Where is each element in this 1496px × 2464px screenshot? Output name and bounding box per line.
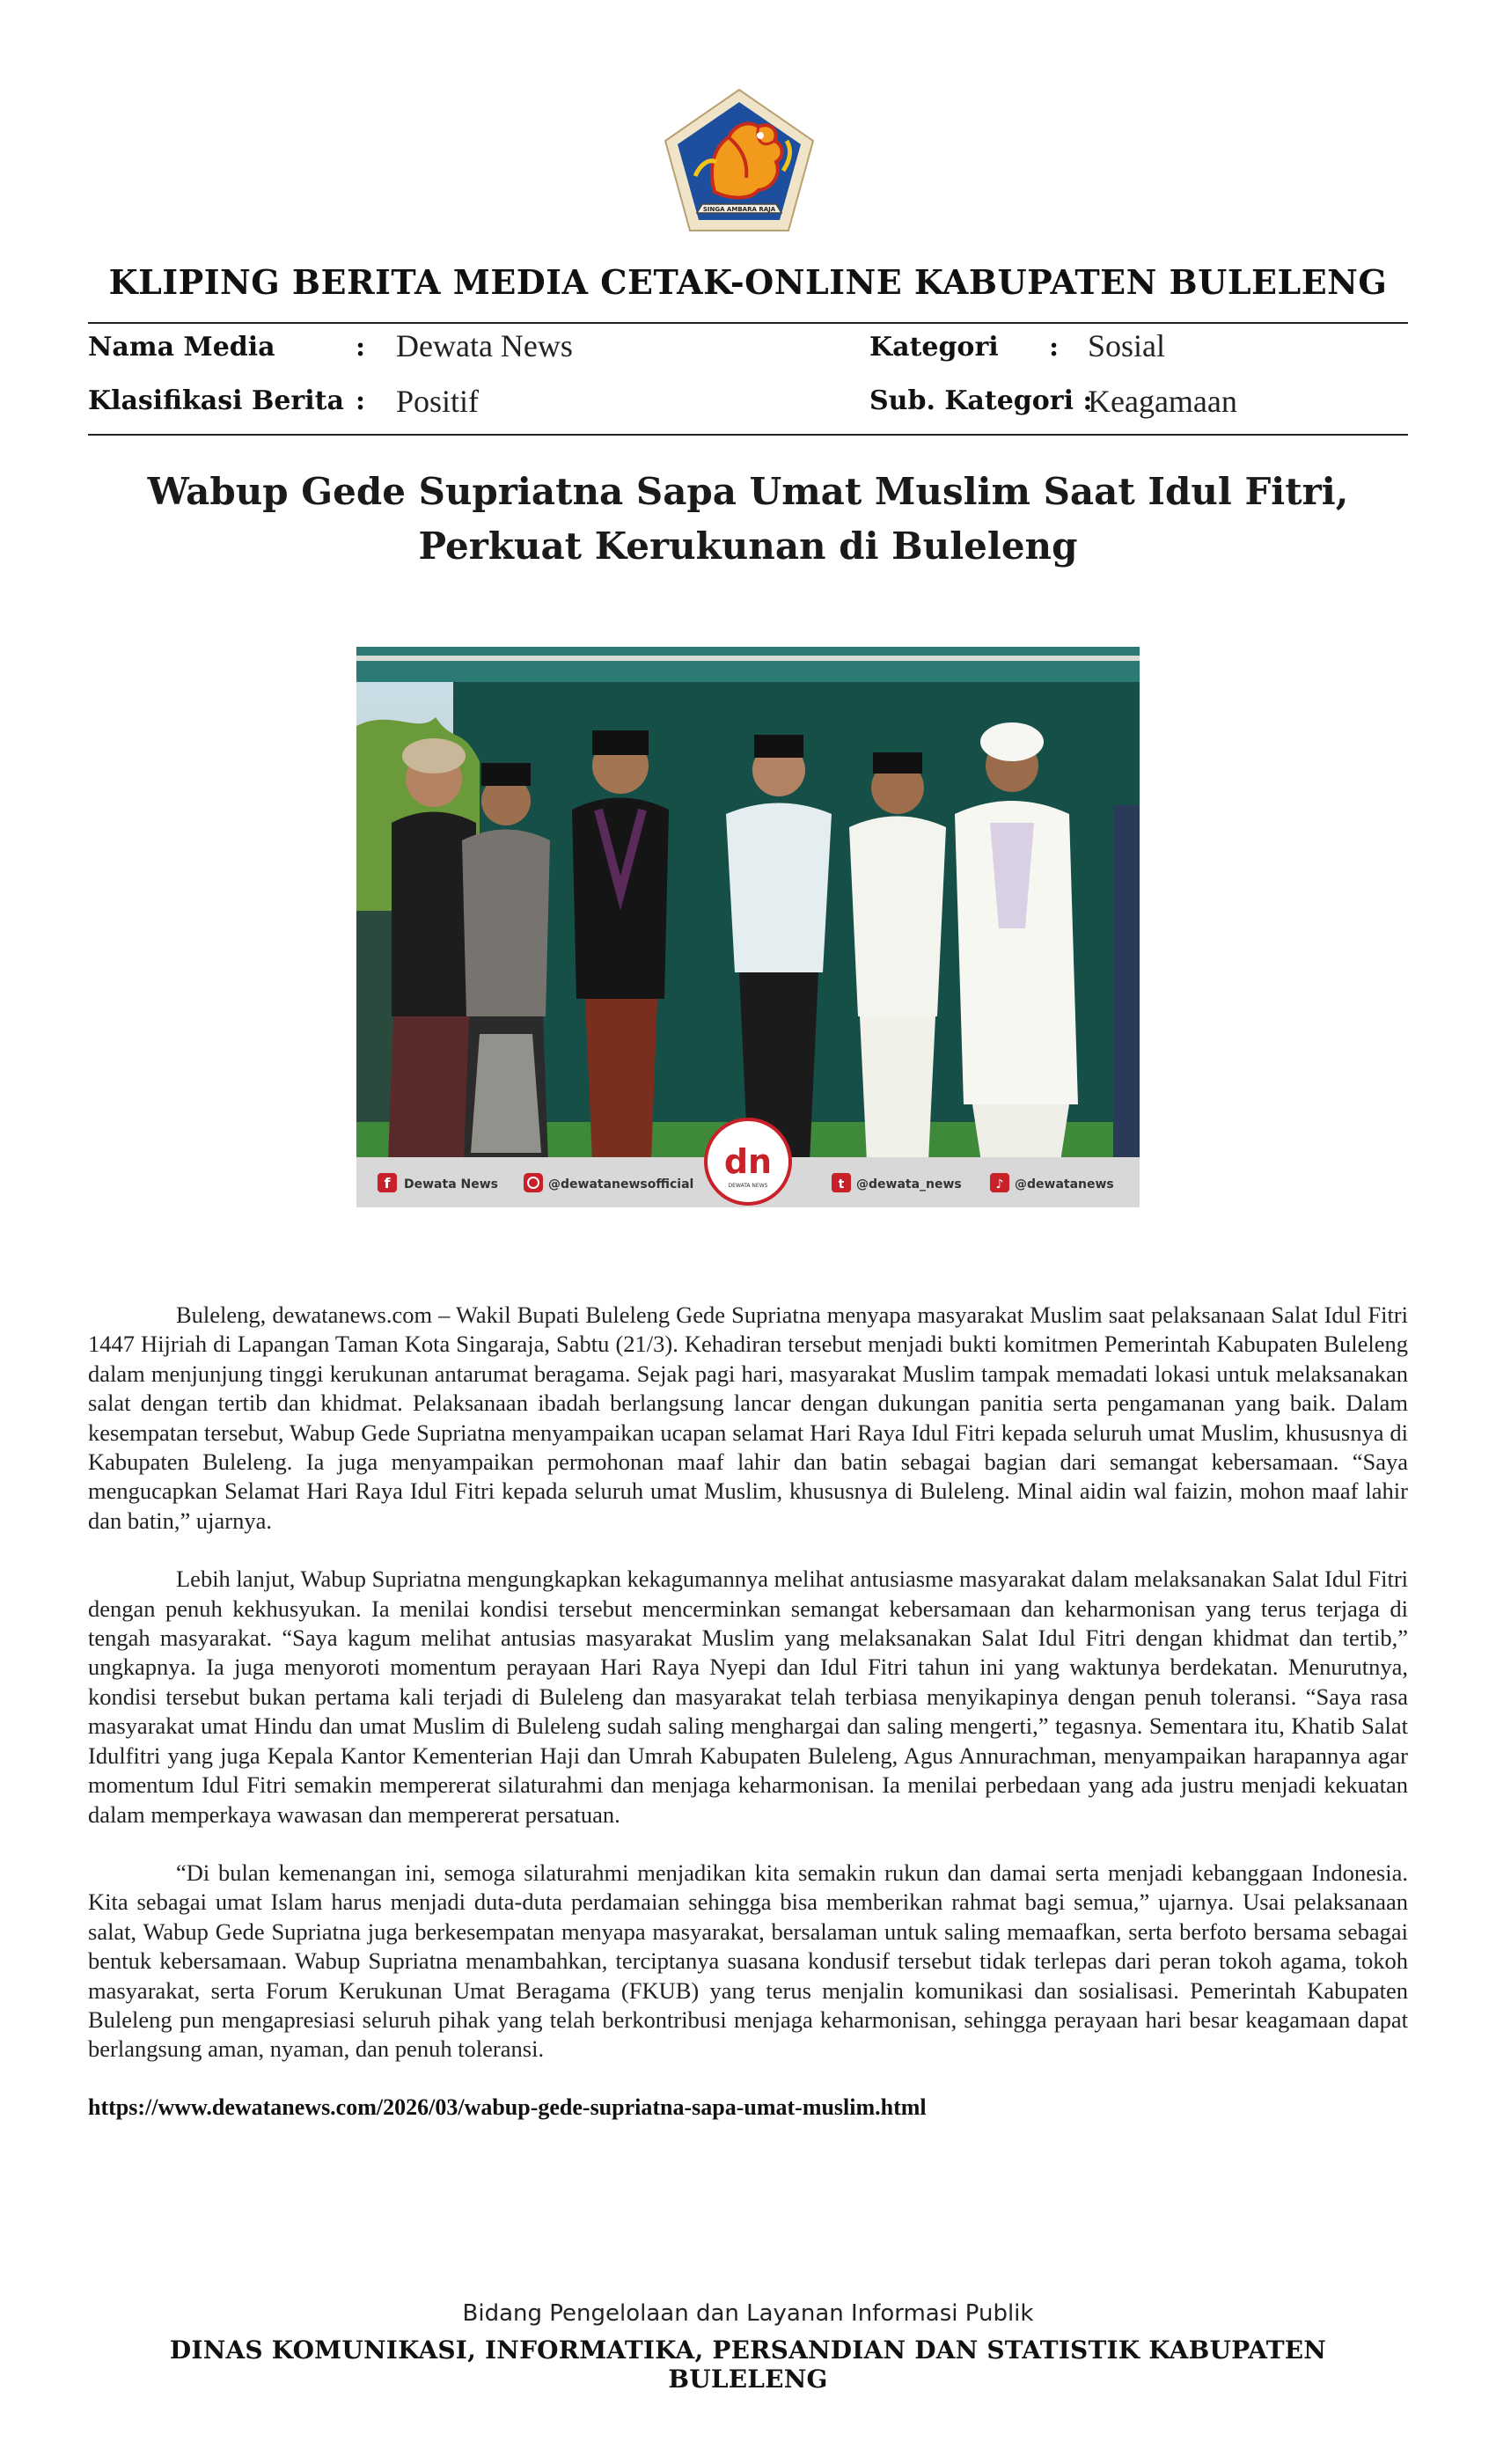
source-link[interactable]: https://www.dewatanews.com/2026/03/wabup-gede-supriatna-sapa-umat-muslim.html: [88, 2094, 927, 2120]
photo-footer-instagram: @dewatanewsofficial: [548, 1177, 694, 1192]
divider-bottom: [88, 434, 1408, 436]
media-value: Dewata News: [396, 328, 573, 363]
klasifikasi-colon: :: [356, 385, 366, 416]
footer-agency: DINAS KOMUNIKASI, INFORMATIKA, PERSANDIAN DAN STATISTIK KABUPATEN BULELENG: [169, 2336, 1327, 2394]
tiktok-icon: [990, 1173, 1009, 1192]
footer-department: Bidang Pengelolaan dan Layanan Informasi Publik: [462, 2300, 1034, 2327]
buleleng-emblem: [660, 86, 818, 236]
article-headline: [132, 465, 1364, 574]
svg-text:f: f: [384, 1175, 391, 1192]
headline-line-2: Perkuat Kerukunan di Buleleng: [418, 524, 1078, 568]
subkategori-value: Keagamaan: [1088, 384, 1237, 419]
news-photo: [356, 647, 1140, 1207]
logo-text: dn: [723, 1142, 773, 1181]
article-body: [88, 1301, 1408, 2094]
svg-text:♪: ♪: [995, 1177, 1004, 1192]
emblem-motto: SINGA AMBARA RAJA: [702, 206, 776, 213]
photo-footer-twitter: @dewata_news: [856, 1177, 962, 1192]
article-paragraph-1: Buleleng, dewatanews.com – Wakil Bupati Buleleng Gede Supriatna menyapa masyarakat Muslim saat pelaksanaan Salat Idul Fitri 1447 Hijriah di Lapangan Taman Kota Singaraja, Sabtu (21/3). Kehadiran tersebut menjadi bukti komitmen Pemerintah Kabupaten Buleleng dalam menjunjung tinggi kerukunan antarumat beragama. Sejak pagi hari, masyarakat Muslim tampak memadati lokasi untuk melaksanakan salat dengan tertib dan khidmat. Pelaksanaan ibadah berlangsung lancar dengan dukungan panitia serta pengamanan yang baik. Dalam kesempatan tersebut, Wabup Gede Supriatna menyampaikan ucapan selamat Hari Raya Idul Fitri kepada seluruh umat Muslim, khususnya di Kabupaten Buleleng. Ia juga menyampaikan permohonan maaf lahir dan batin sebagai bagian dari semangat kebersamaan. “Saya mengucapkan Selamat Hari Raya Idul Fitri kepada seluruh umat Muslim, khususnya di Buleleng. Minal aidin wal faizin, mohon maaf lahir dan batin,” ujarnya.: [88, 1302, 1408, 1534]
headline-line-1: Wabup Gede Supriatna Sapa Umat Muslim Saat Idul Fitri,: [147, 470, 1349, 513]
kategori-value: Sosial: [1088, 328, 1166, 363]
media-label: Nama Media: [88, 332, 275, 363]
klasifikasi-value: Positif: [396, 384, 480, 419]
document-title: KLIPING BERITA MEDIA CETAK-ONLINE KABUPATEN BULELENG: [108, 262, 1388, 302]
svg-text:t: t: [838, 1177, 845, 1192]
article-paragraph-2: Lebih lanjut, Wabup Supriatna mengungkapkan kekagumannya melihat antusiasme masyarakat dalam melaksanakan Salat Idul Fitri dengan penuh kekhusyukan. Ia menilai kondisi tersebut mencerminkan semangat kebersamaan dan keharmonisan yang terus terjaga di tengah masyarakat. “Saya kagum melihat antusias masyarakat Muslim yang melaksanakan Salat Idul Fitri dengan khidmat dan tertib,” ungkapnya. Ia juga menyoroti momentum perayaan Hari Raya Nyepi dan Idul Fitri tahun ini yang waktunya berdekatan. Menurutnya, kondisi tersebut bukan pertama kali terjadi di Buleleng dan masyarakat telah terbiasa menyikapinya dengan penuh toleransi. “Saya rasa masyarakat umat Hindu dan umat Muslim di Buleleng sudah saling menghargai dan saling mengerti,” tegasnya. Sementara itu, Khatib Salat Idulfitri yang juga Kepala Kantor Kementerian Haji dan Umrah Kabupaten Buleleng, Agus Annurachman, menyampaikan harapannya agar momentum Idul Fitri semakin mempererat silaturahmi dan menjaga keharmonisan. Ia menilai perbedaan yang ada justru menjadi kekuatan dalam memperkaya wawasan dan mempererat persatuan.: [88, 1566, 1409, 1828]
kategori-colon: :: [1049, 332, 1060, 363]
kategori-label: Kategori: [869, 332, 999, 363]
subkategori-label: Sub. Kategori :: [869, 385, 1093, 416]
article-paragraph-3: “Di bulan kemenangan ini, semoga silaturahmi menjadikan kita semakin rukun dan damai serta menjadi kebanggaan Indonesia. Kita sebagai umat Islam harus menjadi duta-duta perdamaian sehingga bisa memberikan rahmat bagi semua,” ujarnya. Usai pelaksanaan salat, Wabup Gede Supriatna juga berkesempatan menyapa masyarakat, bersalaman untuk saling memaafkan, serta berfoto bersama sebagai bentuk kebersamaan. Wabup Supriatna menambahkan, terciptanya suasana kondusif tersebut tidak terlepas dari peran tokoh agama, tokoh masyarakat, serta Forum Kerukunan Umat Beragama (FKUB) yang terus menjalin komunikasi dan sosialisasi. Pemerintah Kabupaten Buleleng pun mengapresiasi seluruh pihak yang telah berkontribusi menjaga keharmonisan, sehingga perayaan hari besar keagamaan dapat berlangsung aman, nyaman, dan penuh toleransi.: [88, 1859, 1408, 2063]
media-colon: :: [356, 332, 366, 363]
divider-top: [88, 322, 1408, 324]
twitter-icon: [832, 1173, 851, 1192]
photo-footer-tiktok: @dewatanews: [1015, 1177, 1114, 1192]
logo-subtext: DEWATA NEWS: [728, 1183, 768, 1189]
klasifikasi-label: Klasifikasi Berita: [88, 385, 344, 416]
dewata-news-logo: [706, 1119, 790, 1204]
instagram-icon: [524, 1173, 543, 1192]
photo-footer-facebook: Dewata News: [404, 1177, 498, 1192]
facebook-icon: [378, 1173, 397, 1192]
